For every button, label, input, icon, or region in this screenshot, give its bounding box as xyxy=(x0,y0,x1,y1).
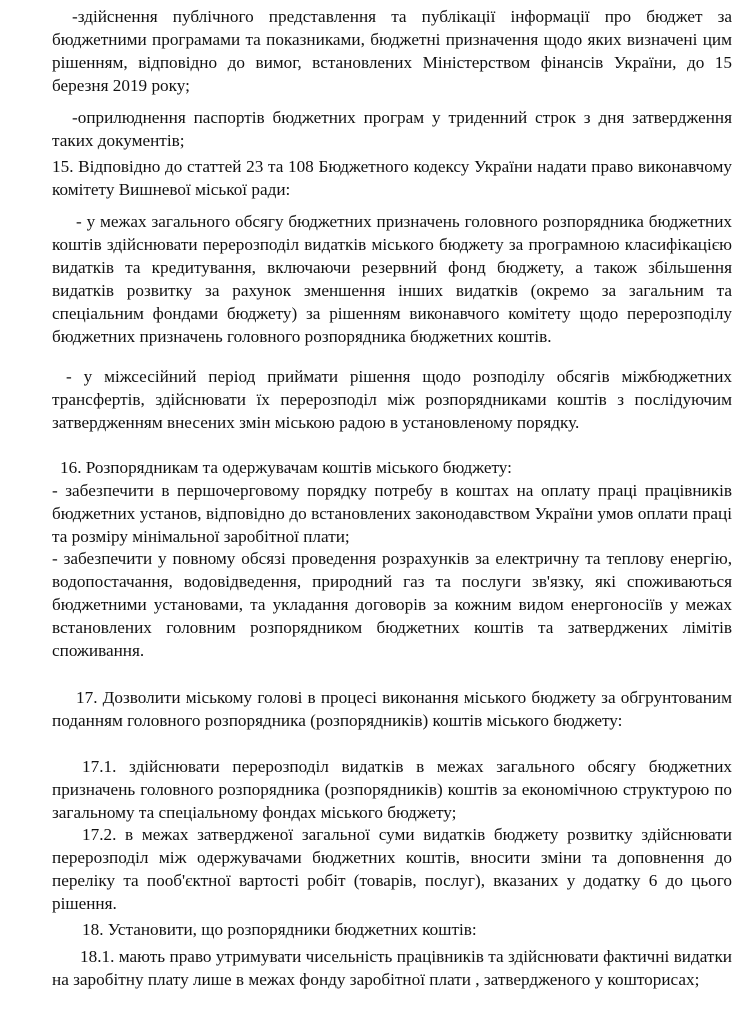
paragraph-passports-publication: -оприлюднення паспортів бюджетних програм у триденний строк з дня затвердження таких документів; xyxy=(52,108,732,150)
paragraph-item-15-redistribution: - у межах загального обсягу бюджетних призначень головного розпорядника бюджетних коштів здійснювати перерозподіл видатків міського бюджету за програмною класифікацією видатків та кредитування, включаючи резервний фонд бюджету, а також збільшення видатків розвитку за рахунок зменшення інших видатків (окремо за загальним та спеціальним фондами бюджету) за рішенням виконавчого комітету щодо перерозподілу бюджетних призначень головного розпорядника бюджетних коштів. xyxy=(52,212,732,346)
paragraph-item-16-utilities: - забезпечити у повному обсязі проведення розрахунків за електричну та теплову енергію, водопостачання, водовідведення, природний газ та послуги зв'язку, які споживаються бюджетними установами, та укладання договорів за кожним видом енергоносіїв у межах встановлених головним розпорядником бюджетних коштів та затверджених лімітів споживання. xyxy=(52,549,732,660)
paragraph-item-17-1: 17.1. здійснювати перерозподіл видатків в межах загального обсягу бюджетних призначень головного розпорядника (розпорядників) коштів за економічною структурою по загальному та спеціальному фондах міського бюджету; xyxy=(52,757,732,822)
paragraph-public-presentation: -здійснення публічного представлення та публікації інформації про бюджет за бюджетними програмами та показниками, бюджетні призначення щодо яких визначені цим рішенням, відповідно до вимог, встановлених Міністерством фінансів України, до 15 березня 2019 року; xyxy=(52,7,732,95)
paragraph-item-17: 17. Дозволити міському голові в процесі виконання міського бюджету за обгрунтованим поданням головного розпорядника (розпорядників) коштів міського бюджету: xyxy=(52,688,732,730)
paragraph-item-18-1: 18.1. мають право утримувати чисельність працівників та здійснювати фактичні видатки на заробітну плату лише в межах фонду заробітної плати , затвердженого у кошторисах; xyxy=(52,947,732,989)
paragraph-item-15: 15. Відповідно до статтей 23 та 108 Бюджетного кодексу України надати право виконавчому комітету Вишневої міської ради: xyxy=(52,157,732,199)
paragraph-item-17-2: 17.2. в межах затвердженої загальної суми видатків бюджету розвитку здійснювати перерозподіл між одержувачами бюджетних коштів, вносити зміни та доповнення до переліку та пооб'єктної вартості робіт (товарів, послуг), вказаних у додатку 6 до цього рішення. xyxy=(52,825,732,913)
paragraph-item-16-salary: - забезпечити в першочерговому порядку потребу в коштах на оплату праці працівників бюджетних установ, відповідно до встановлених законодавством України умов оплати праці та розміру мінімальної заробітної плати; xyxy=(52,481,732,546)
paragraph-item-15-intersession: - у міжсесійний період приймати рішення щодо розподілу обсягів міжбюджетних трансфертів, здійснювати їх перерозподіл між розпорядниками коштів з послідуючим затвердженням внесених змін міською радою в установленому порядку. xyxy=(52,367,732,432)
paragraph-item-18: 18. Установити, що розпорядники бюджетних коштів: xyxy=(82,920,477,939)
paragraph-item-16: 16. Розпорядникам та одержувачам коштів міського бюджету: xyxy=(60,458,512,477)
